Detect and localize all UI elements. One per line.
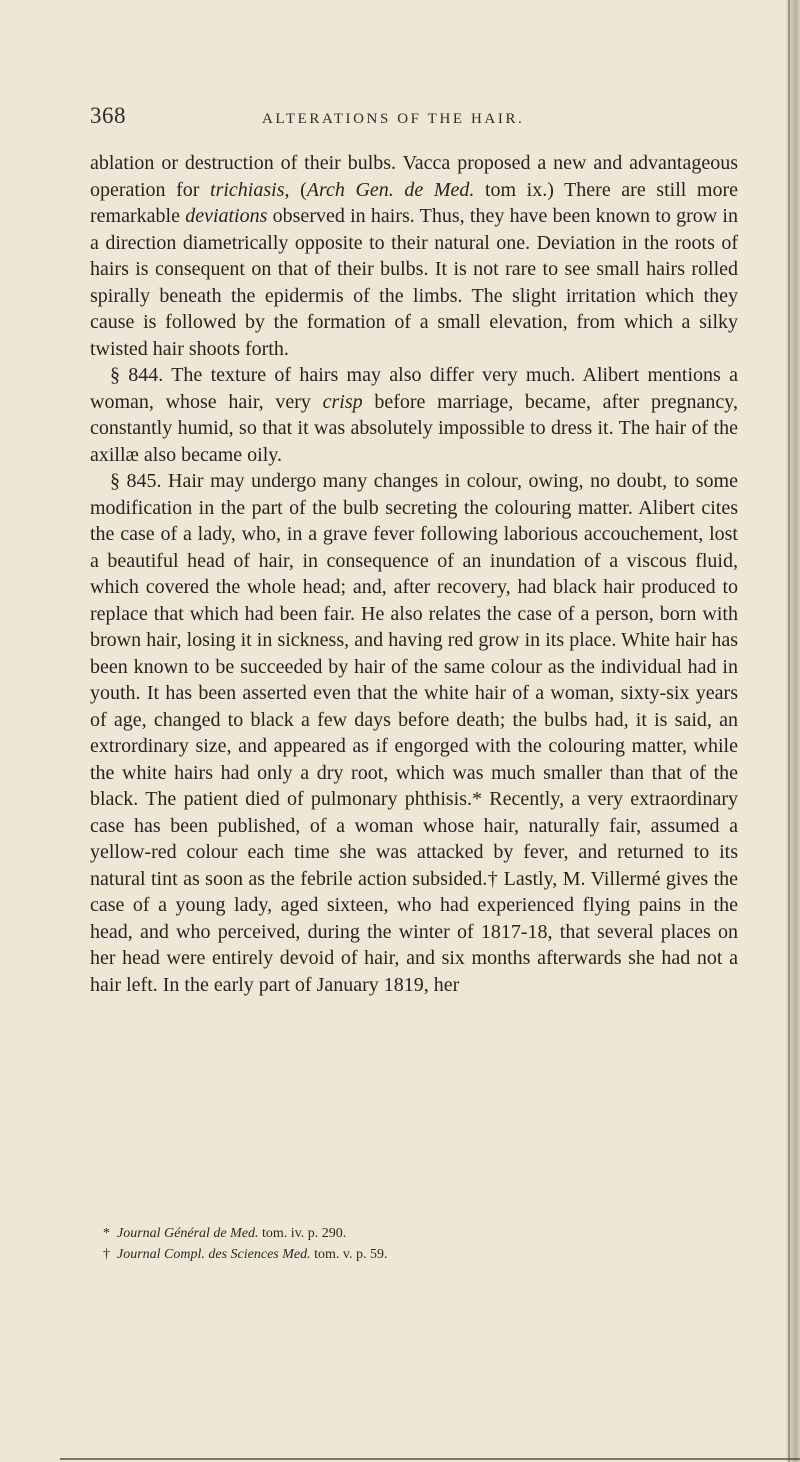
text-run: § 844. The texture of hairs may also differ very much. Alibert mentions a woman, whose hair, very <box>90 364 738 413</box>
paragraph-ablation <box>90 150 738 362</box>
footnote-source: Journal Général de Med. <box>117 1226 259 1241</box>
text-run: ablation or destruction of their bulbs. Vacca proposed a new and advantageous operation for <box>90 152 738 201</box>
italic-term: crisp <box>322 390 363 413</box>
text-run: before marriage, became, after pregnancy, constantly humid, so that it was absolutely impossible to dress it. The hair of the axillæ also became oily. <box>90 390 738 466</box>
italic-term: deviations <box>185 205 268 227</box>
italic-term: trichiasis <box>210 178 285 201</box>
text-run: , ( <box>284 178 307 201</box>
running-title: ALTERATIONS OF THE HAIR. <box>262 111 525 127</box>
paragraph-844 <box>90 362 738 468</box>
footnote-source: Journal Compl. des Sciences Med. <box>117 1247 311 1262</box>
footnote-ref: tom. iv. p. 290. <box>258 1226 347 1241</box>
footnotes <box>103 1223 723 1265</box>
page-number: 368 <box>90 103 126 128</box>
footnote-mark: * <box>103 1226 110 1241</box>
text-run: observed in hairs. Thus, they have been known to grow in a direction diametrically opposite to their natural one. Deviation in the roots of hairs is consequent on that of their bulbs. It is not rare to see small hairs rolled spirally beneath the epidermis of the limbs. The slight irritation which they cause is followed by the formation of a small elevation, from which a silky twisted hair shoots forth. <box>90 205 738 360</box>
text-run: § 845. Hair may undergo many changes in colour, owing, no doubt, to some modification in the part of the bulb secreting the colouring matter. Alibert cites the case of a lady, who, in a grave fever following laborious accouchement, lost a beautiful head of hair, in consequence of an inundation of a viscous fluid, which covered the whole head; and, after recovery, had black hair produced to replace that which had been fair. He also relates the case of a person, born with brown hair, losing it in sickness, and having red grow in its place. White hair has been known to be succeeded by hair of the same colour as the individual had in youth. It has been asserted even that the white hair of a woman, sixty-six years of age, changed to black a few days before death; the bulbs had, it is said, an extrordinary size, and appeared as if engorged with the colouring matter, while the white hairs had only a dry root, which was much smaller than that of the black. The patient died of pulmonary phthisis.* Recently, a very extraordinary case has been published, of a woman whose hair, naturally fair, assumed a yellow-red colour each time she was attacked by fever, and returned to its natural tint as soon as the febrile action subsided.† Lastly, M. Villermé gives the case of a young lady, aged sixteen, who had experienced flying pains in the head, and who perceived, during the winter of 1817-18, that several places on her head were entirely devoid of hair, and six months afterwards she had not a hair left. In the early part of January 1819, her <box>90 470 738 996</box>
footnote <box>103 1223 723 1244</box>
bottom-edge-line <box>60 1458 800 1460</box>
footnote <box>103 1244 723 1265</box>
text-run: tom ix.) There are still more remarkable <box>90 178 738 227</box>
italic-citation: Arch Gen. de Med. <box>306 178 475 201</box>
paragraph-845 <box>90 468 738 998</box>
running-head <box>90 103 750 143</box>
body-text <box>90 150 738 998</box>
footnote-ref: tom. v. p. 59. <box>310 1247 388 1262</box>
footnote-mark: † <box>103 1247 110 1262</box>
binding-line <box>788 0 790 1462</box>
